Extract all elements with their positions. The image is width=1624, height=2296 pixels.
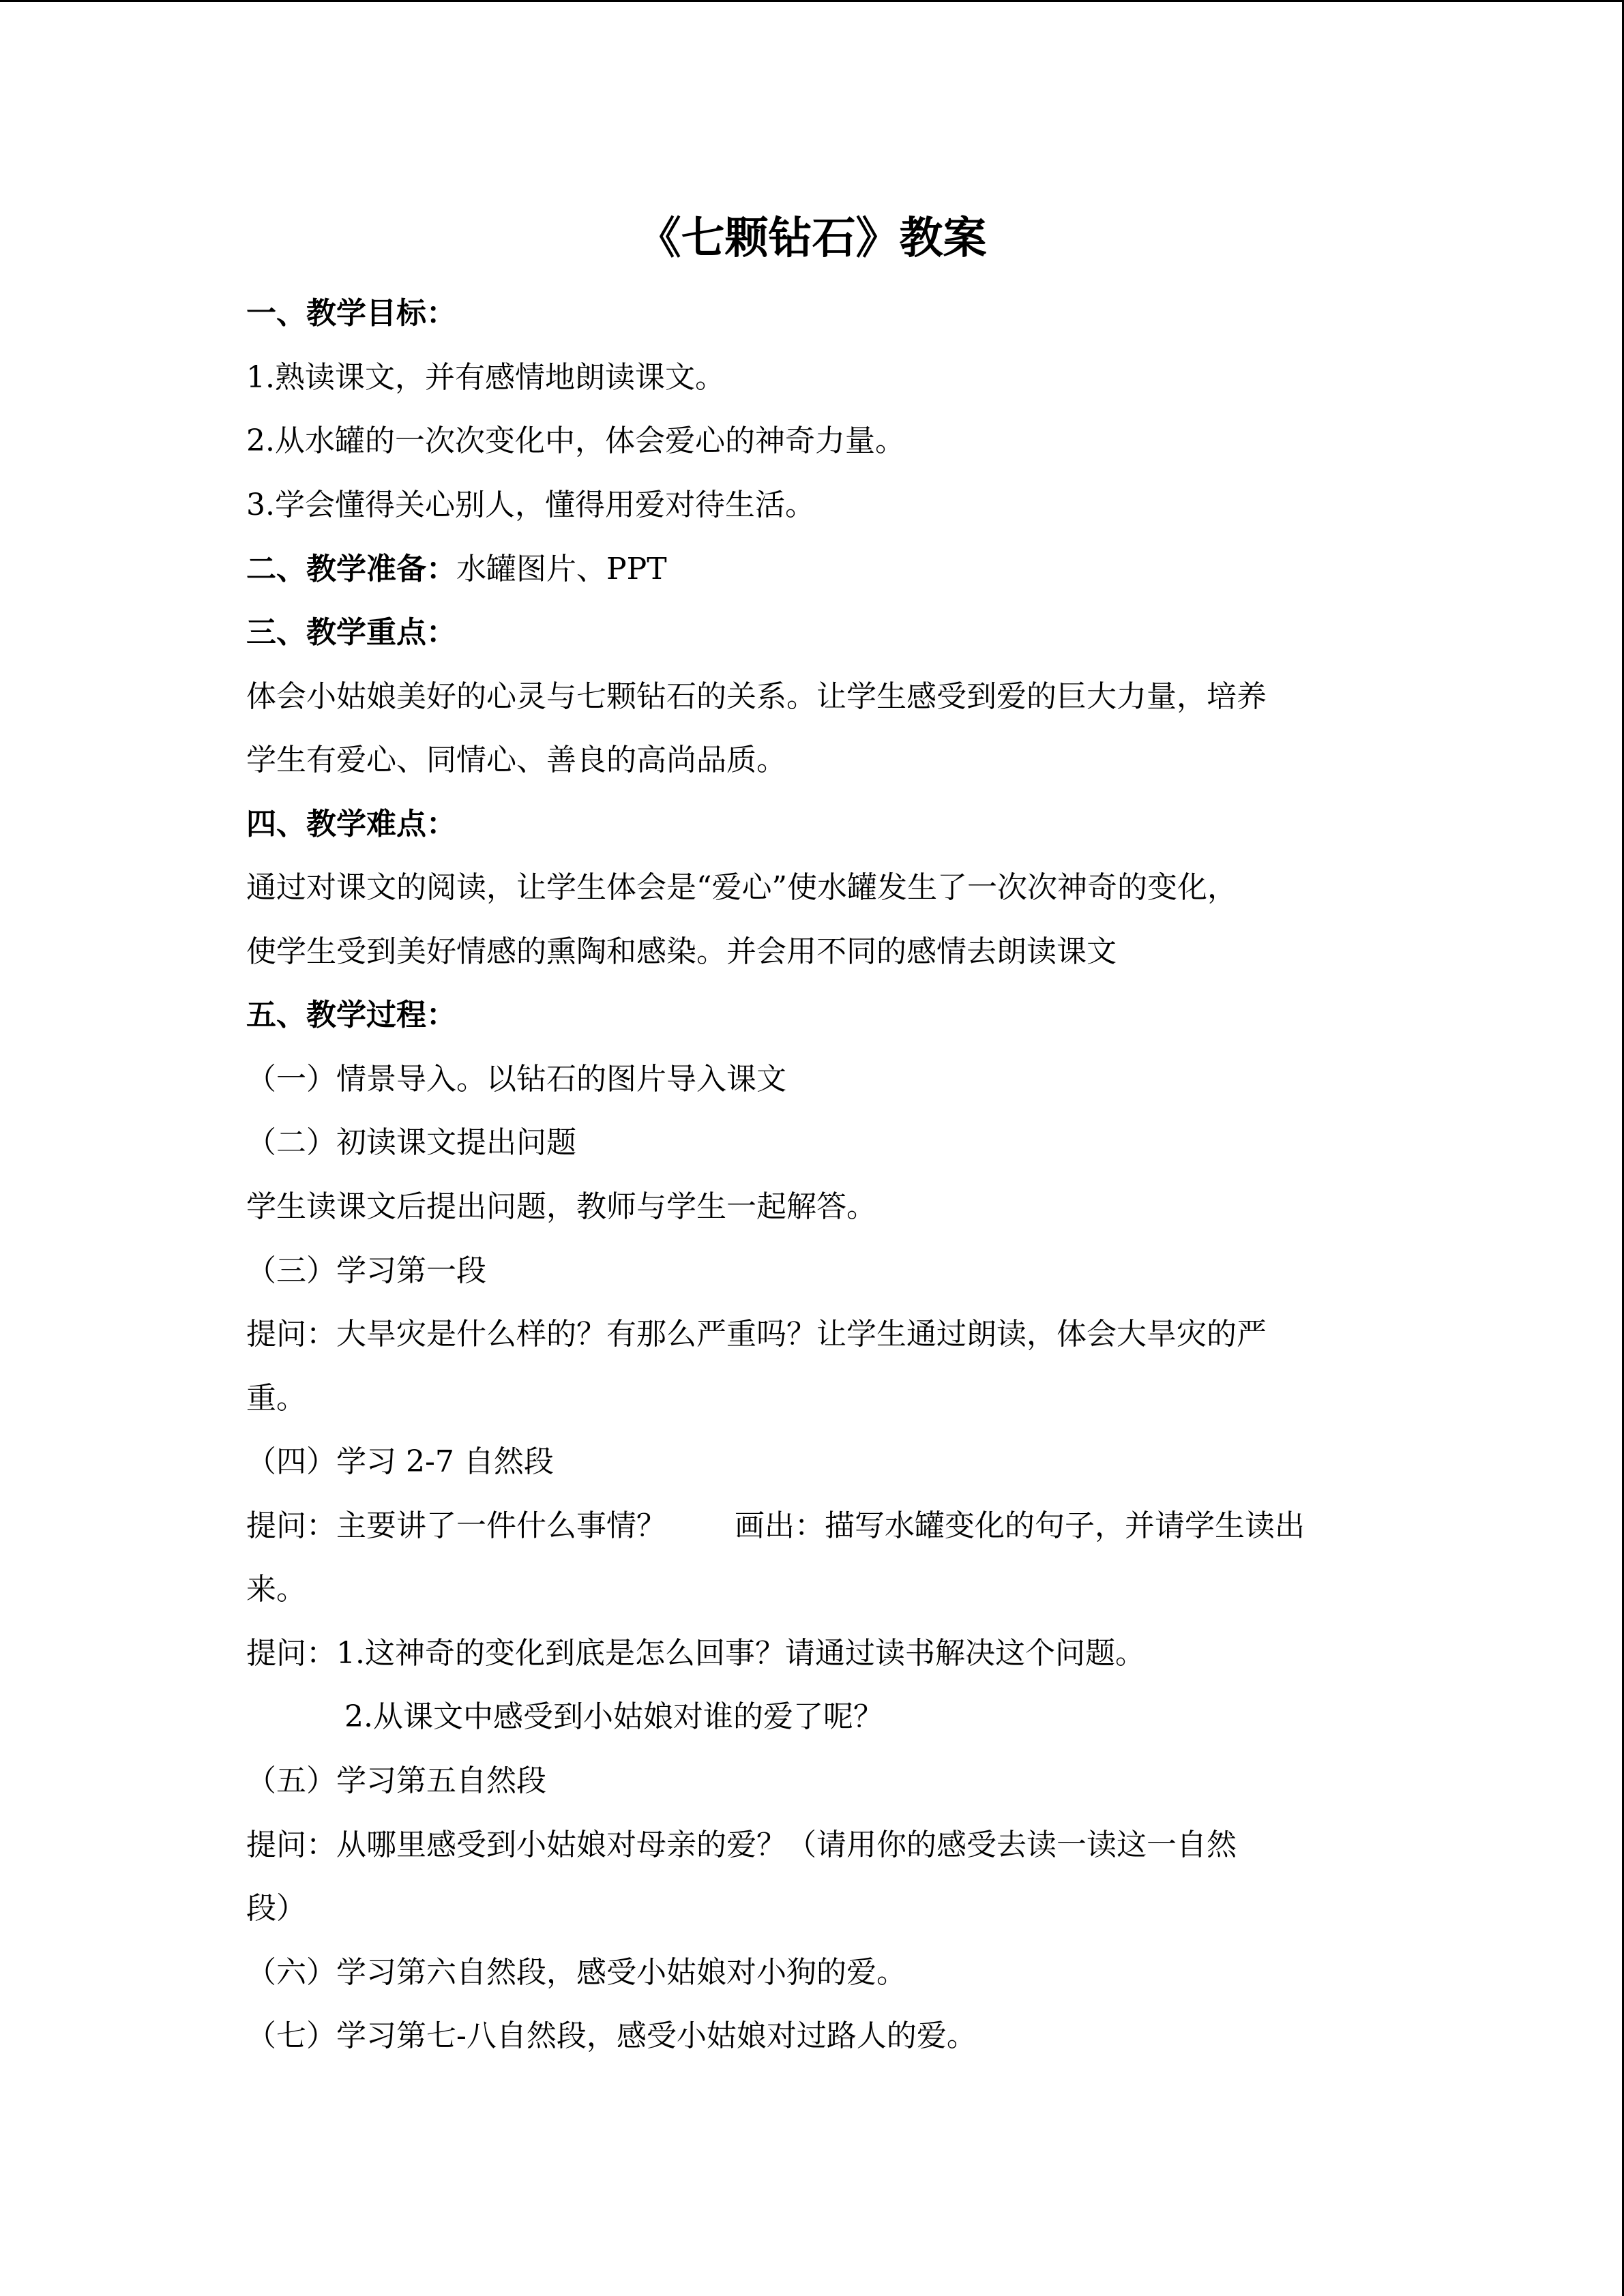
- process-text-5: 提问：1.这神奇的变化到底是怎么回事？请通过读书解决这个问题。: [246, 1636, 1145, 1671]
- preparation-text: 水罐图片、PPT: [456, 552, 667, 586]
- process-question-2: 画出：描写水罐变化的句子，并请学生读出: [735, 1508, 1305, 1543]
- process-step-7: （七）学习第七-八自然段，感受小姑娘对过路人的爱。: [246, 2018, 977, 2053]
- key-points-line-2: 学生有爱心、同情心、善良的高尚品质。: [246, 743, 786, 777]
- difficulties-line-1: 通过对课文的阅读，让学生体会是“爱心”使水罐发生了一次次神奇的变化，: [246, 870, 1237, 905]
- process-step-2: （二）初读课文提出问题: [246, 1125, 576, 1160]
- process-text-2: 提问：大旱灾是什么样的？有那么严重吗？让学生通过朗读，体会大旱灾的严: [246, 1317, 1267, 1352]
- process-text-6: 2.从课文中感受到小姑娘对谁的爱了呢？: [344, 1699, 883, 1734]
- preparation-heading: 二、教学准备：: [246, 552, 456, 586]
- process-text-7: 提问：从哪里感受到小姑娘对母亲的爱？（请用你的感受去读一读这一自然: [246, 1828, 1237, 1862]
- process-text-3: 重。: [246, 1381, 306, 1416]
- goal-item-2: 2.从水罐的一次次变化中，体会爱心的神奇力量。: [246, 423, 905, 458]
- page-top-border: [0, 0, 1624, 2]
- process-text-8: 段）: [246, 1891, 306, 1926]
- key-points-line-1: 体会小姑娘美好的心灵与七颗钻石的关系。让学生感受到爱的巨大力量，培养: [246, 679, 1267, 714]
- process-text-1: 学生读课文后提出问题，教师与学生一起解答。: [246, 1189, 876, 1224]
- process-step-5: （五）学习第五自然段: [246, 1763, 546, 1798]
- process-step-4: （四）学习 2-7 自然段: [246, 1444, 554, 1479]
- process-step-6: （六）学习第六自然段，感受小姑娘对小狗的爱。: [246, 1955, 906, 1990]
- goal-item-1: 1.熟读课文，并有感情地朗读课文。: [246, 360, 725, 395]
- process-question-1: 提问：主要讲了一件什么事情？: [246, 1508, 666, 1543]
- document-title: 《七颗钻石》教案: [637, 213, 987, 264]
- difficulties-heading: 四、教学难点：: [246, 807, 456, 841]
- process-text-4: 来。: [246, 1572, 306, 1607]
- process-step-3: （三）学习第一段: [246, 1253, 486, 1288]
- goals-heading: 一、教学目标：: [246, 296, 456, 331]
- process-heading: 五、教学过程：: [246, 998, 456, 1032]
- key-points-heading: 三、教学重点：: [246, 615, 456, 650]
- preparation-line: [246, 549, 667, 590]
- goal-item-3: 3.学会懂得关心别人，懂得用爱对待生活。: [246, 488, 815, 522]
- difficulties-line-2: 使学生受到美好情感的熏陶和感染。并会用不同的感情去朗读课文: [246, 934, 1117, 969]
- process-question-line: [246, 1506, 1305, 1547]
- process-step-1: （一）情景导入。以钻石的图片导入课文: [246, 1062, 786, 1097]
